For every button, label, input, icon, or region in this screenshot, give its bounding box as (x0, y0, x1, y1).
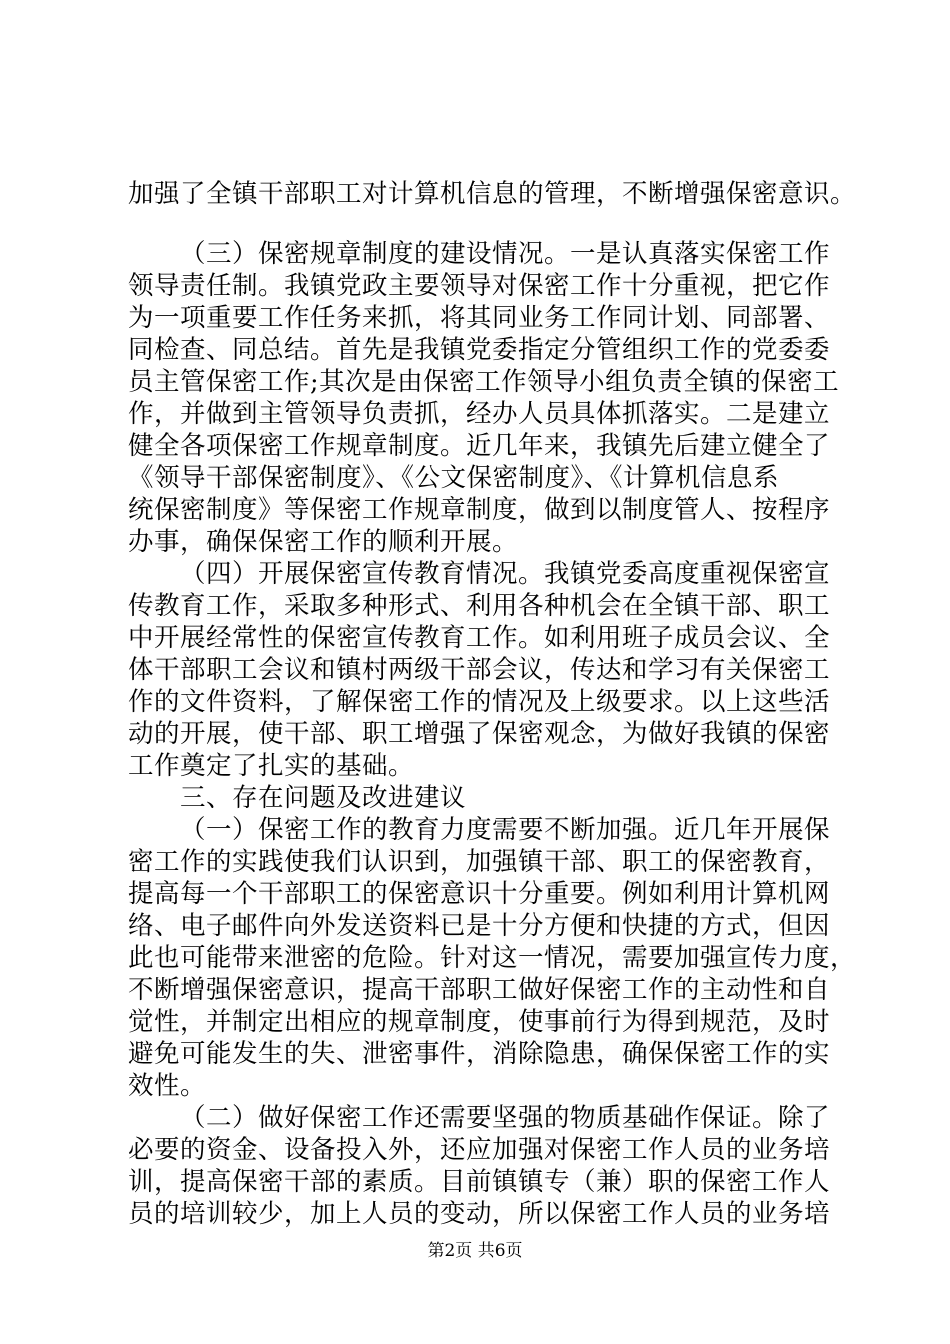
text-line: 中开展经常性的保密宣传教育工作。如利用班子成员会议、全 (128, 623, 831, 653)
page-footer: 第2页 共6页 (427, 1241, 523, 1261)
text-line: 不断增强保密意识，提高干部职工做好保密工作的主动性和自 (128, 975, 831, 1005)
text-line: 动的开展，使干部、职工增强了保密观念，为做好我镇的保密 (128, 719, 831, 749)
text-line: 为一项重要工作任务来抓，将其同业务工作同计划、同部署、 (128, 303, 831, 333)
text-line: 作的文件资料，了解保密工作的情况及上级要求。以上这些活 (128, 687, 831, 717)
paragraph-first-line: （二）做好保密工作还需要坚强的物质基础作保证。除了 (180, 1103, 831, 1133)
text-line: 此也可能带来泄密的危险。针对这一情况，需要加强宣传力度， (128, 943, 857, 973)
text-line: 必要的资金、设备投入外，还应加强对保密工作人员的业务培 (128, 1135, 831, 1165)
text-line: 训，提高保密干部的素质。目前镇镇专（兼）职的保密工作人 (128, 1167, 831, 1197)
text-line: 工作奠定了扎实的基础。 (128, 751, 415, 781)
text-line: 效性。 (128, 1071, 207, 1101)
paragraph-first-line: （一）保密工作的教育力度需要不断加强。近几年开展保 (180, 815, 831, 845)
text-line: 络、电子邮件向外发送资料已是十分方便和快捷的方式，但因 (128, 911, 831, 941)
text-line: 提高每一个干部职工的保密意识十分重要。例如利用计算机网 (128, 879, 831, 909)
text-line: 员主管保密工作;其次是由保密工作领导小组负责全镇的保密工 (128, 367, 840, 397)
text-line: 加强了全镇干部职工对计算机信息的管理，不断增强保密意识。 (128, 179, 857, 209)
text-line: 密工作的实践使我们认识到，加强镇干部、职工的保密教育， (128, 847, 831, 877)
text-line: 健全各项保密工作规章制度。近几年来，我镇先后建立健全了 (128, 431, 831, 461)
text-line: 体干部职工会议和镇村两级干部会议，传达和学习有关保密工 (128, 655, 831, 685)
text-line: 统保密制度》等保密工作规章制度，做到以制度管人、按程序 (128, 495, 831, 525)
text-line: 作，并做到主管领导负责抓，经办人员具体抓落实。二是建立 (128, 399, 831, 429)
text-line: 领导责任制。我镇党政主要领导对保密工作十分重视，把它作 (128, 271, 831, 301)
text-line: 员的培训较少，加上人员的变动，所以保密工作人员的业务培 (128, 1199, 831, 1229)
section-heading: 三、存在问题及改进建议 (180, 783, 467, 813)
text-line: 《领导干部保密制度》、《公文保密制度》、《计算机信息系 (128, 463, 780, 493)
text-line: 传教育工作，采取多种形式、利用各种机会在全镇干部、职工 (128, 591, 831, 621)
text-line: 觉性，并制定出相应的规章制度，使事前行为得到规范，及时 (128, 1007, 831, 1037)
text-line: 办事，确保保密工作的顺利开展。 (128, 527, 519, 557)
text-line: 同检查、同总结。首先是我镇党委指定分管组织工作的党委委 (128, 335, 831, 365)
text-line: 避免可能发生的失、泄密事件，消除隐患，确保保密工作的实 (128, 1039, 831, 1069)
paragraph-first-line: （三）保密规章制度的建设情况。一是认真落实保密工作 (180, 239, 831, 269)
paragraph-first-line: （四）开展保密宣传教育情况。我镇党委高度重视保密宣 (180, 559, 831, 589)
